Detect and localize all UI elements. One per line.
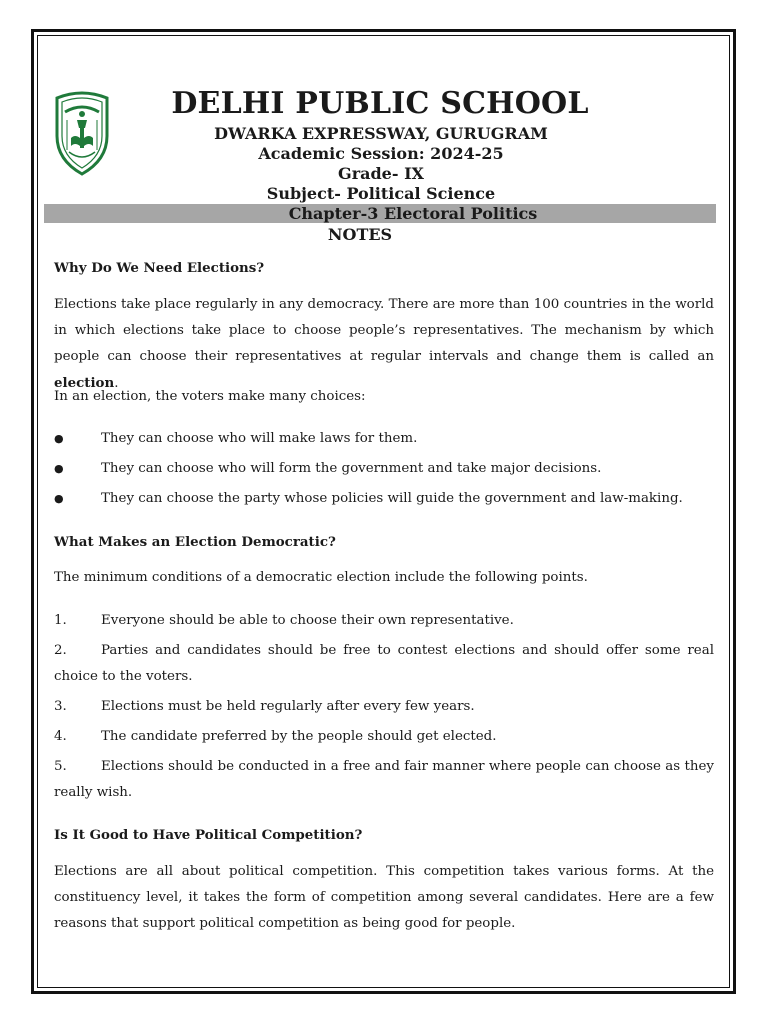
subject: Subject- Political Science [266,184,496,203]
school-location: DWARKA EXPRESSWAY, GURUGRAM [214,124,548,143]
bullet-icon: ● [54,492,64,505]
paragraph: Elections are all about political competition. This competition takes various forms. At the constituency level, it takes the form of competition among several candidates. Here are a few reasons that support political competition as being good for people. [54,864,714,931]
list-item [54,724,714,750]
list-number: 4. [54,729,67,744]
list-item [54,486,714,512]
bullet-icon: ● [54,462,64,475]
list-number: 5. [54,759,67,774]
list-item-text: Parties and candidates should be free to contest elections and should offer some real choice to the voters. [54,643,714,684]
notes-label: NOTES [327,225,393,244]
list-number: 3. [54,699,67,714]
chapter-title: Chapter-3 Electoral Politics [288,204,538,223]
paragraph: In an election, the voters make many choices: [54,389,366,404]
list-item [54,456,714,482]
academic-session: Academic Session: 2024-25 [258,144,504,163]
list-item-text: The candidate preferred by the people should get elected. [101,729,497,744]
list-number: 1. [54,613,67,628]
list-item-text: Everyone should be able to choose their own representative. [101,613,514,628]
section-heading: Is It Good to Have Political Competition? [54,827,363,843]
bullet-icon: ● [54,432,64,445]
bold-term: election [54,375,115,391]
section-heading: Why Do We Need Elections? [54,260,265,276]
text-run: . [114,376,119,391]
list-item [54,426,714,452]
list-number: 2. [54,643,67,658]
list-item-text: Elections must be held regularly after every few years. [101,699,475,714]
list-item [54,754,714,806]
list-item [54,694,714,720]
list-item-text: They can choose who will form the government and take major decisions. [101,461,602,476]
list-item-text: Elections should be conducted in a free and fair manner where people can choose as they really wish. [54,759,714,800]
list-item-text: They can choose who will make laws for them. [101,431,418,446]
list-item-text: They can choose the party whose policies will guide the government and law-making. [101,491,683,506]
text-run: Elections take place regularly in any democracy. There are more than 100 countries in the world in which elections take place to choose people’s representatives. The mechanism by which people can choose their representatives at regular intervals and change them is called an [54,297,714,364]
list-item [54,638,714,690]
paragraph [54,292,714,397]
grade: Grade- IX [338,164,424,183]
list-item [54,608,714,634]
section-heading: What Makes an Election Democratic? [54,534,336,550]
paragraph: The minimum conditions of a democratic election include the following points. [54,570,588,585]
school-name: DELHI PUBLIC SCHOOL [171,86,589,121]
